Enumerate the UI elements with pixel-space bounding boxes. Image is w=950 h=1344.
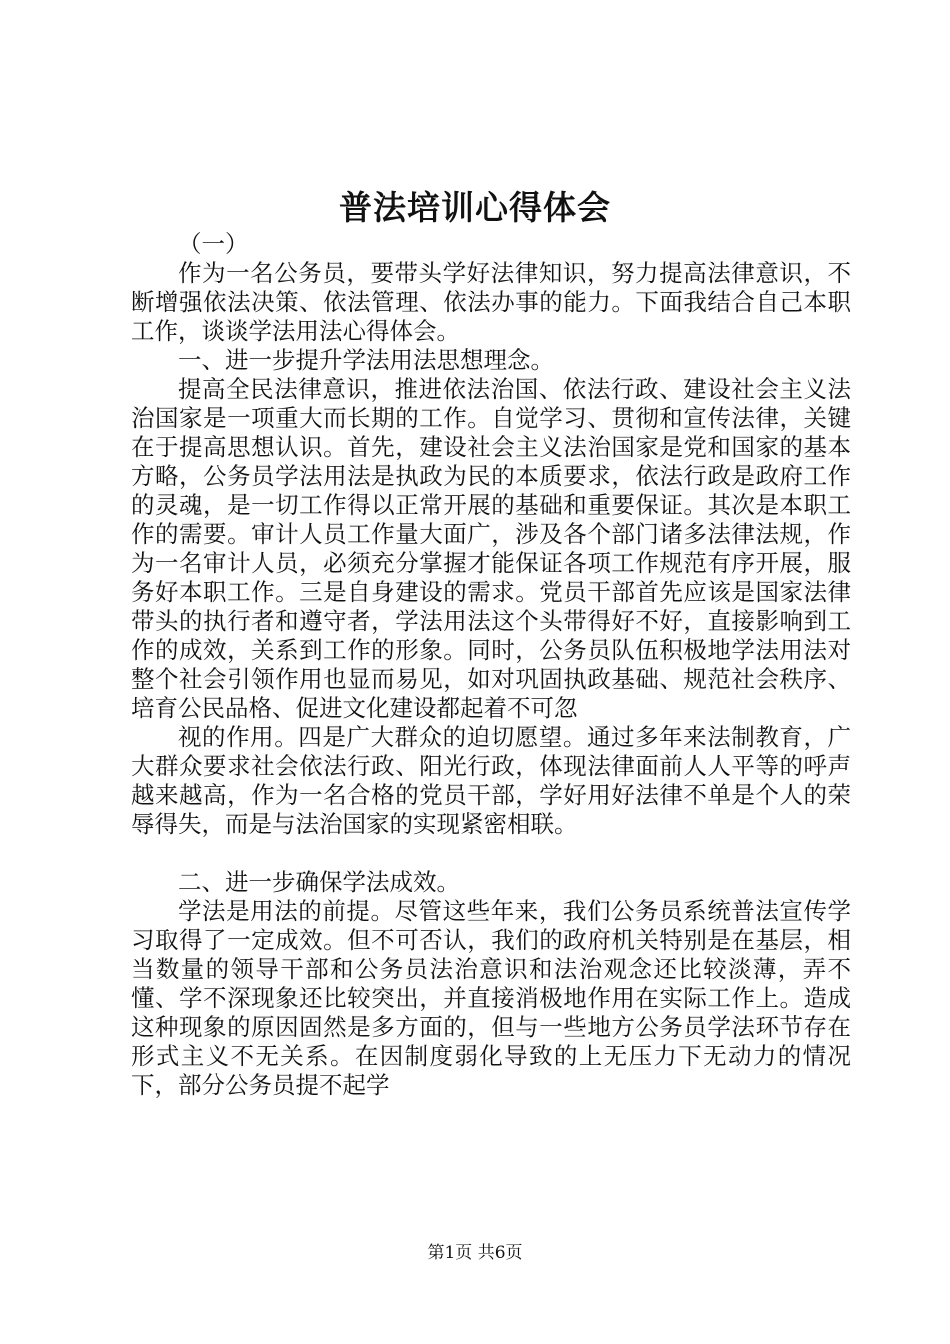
heading-section-one: 一、进一步提升学法用法思想理念。 — [178, 346, 554, 374]
paragraph-section-one-continued: 视的作用。四是广大群众的迫切愿望。通过多年来法制教育，广大群众要求社会依法行政、阳光行政，体现法律面前人人平等的呼声越来越高，作为一名合格的党员干部，学好用好法律不单是个人的荣辱得失，而是与法治国家的实现紧密相联。 — [131, 723, 851, 838]
document-body — [131, 230, 851, 1100]
paragraph-intro: 作为一名公务员，要带头学好法律知识，努力提高法律意识，不断增强依法决策、依法管理、依法办事的能力。下面我结合自己本职工作，谈谈学法用法心得体会。 — [131, 259, 851, 345]
paragraph-section-two-body: 学法是用法的前提。尽管这些年来，我们公务员系统普法宣传学习取得了一定成效。但不可否认，我们的政府机关特别是在基层，相当数量的领导干部和公务员法治意识和法治观念还比较淡薄，弄不懂、学不深现象还比较突出，并直接消极地作用在实际工作上。造成这种现象的原因固然是多方面的，但与一些地方公务员学法环节存在形式主义不无关系。在因制度弱化导致的上无压力下无动力的情况下，部分公务员提不起学 — [131, 897, 851, 1099]
paragraph-section-number: （一） — [178, 230, 249, 258]
document-title: 普法培训心得体会 — [339, 188, 611, 227]
heading-section-two: 二、进一步确保学法成效。 — [178, 868, 460, 896]
page-number-footer: 第1页 共6页 — [427, 1243, 523, 1263]
paragraph-section-one-body: 提高全民法律意识，推进依法治国、依法行政、建设社会主义法治国家是一项重大而长期的工作。自觉学习、贯彻和宣传法律，关键在于提高思想认识。首先，建设社会主义法治国家是党和国家的基本方略，公务员学法用法是执政为民的本质要求，依法行政是政府工作的灵魂，是一切工作得以正常开展的基础和重要保证。其次是本职工作的需要。审计人员工作量大面广，涉及各个部门诸多法律法规，作为一名审计人员，必须充分掌握才能保证各项工作规范有序开展，服务好本职工作。三是自身建设的需求。党员干部首先应该是国家法律带头的执行者和遵守者，学法用法这个头带得好不好，直接影响到工作的成效，关系到工作的形象。同时，公务员队伍积极地学法用法对整个社会引领作用也显而易见，如对巩固执政基础、规范社会秩序、培育公民品格、促进文化建设都起着不可忽 — [131, 375, 851, 722]
